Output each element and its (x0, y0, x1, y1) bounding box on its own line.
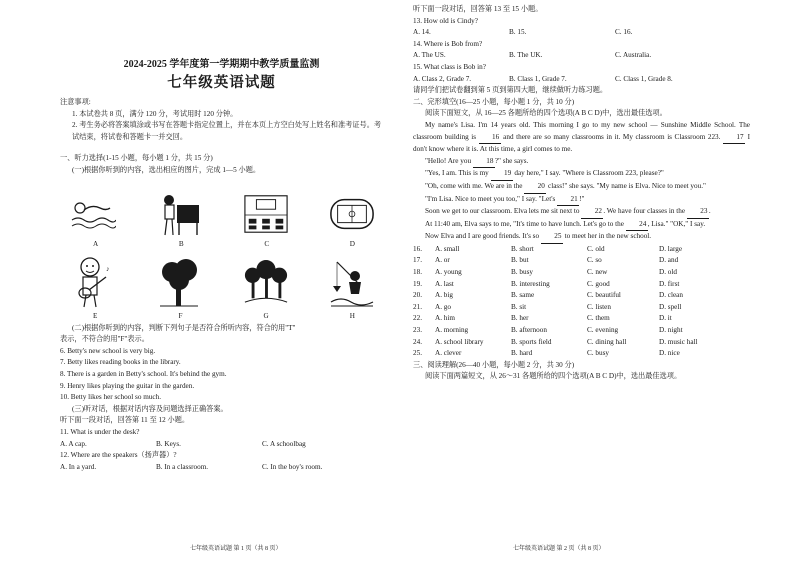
tf-item-7: 7. Betty likes reading books in the library. (60, 358, 181, 367)
question-12-options (60, 462, 383, 474)
picture-label-a: A (93, 239, 99, 248)
option: C. In the boy's room. (262, 462, 323, 471)
cloze-option-row-21: 21. A. go B. sit C. listen D. spell (413, 302, 682, 311)
question-11: 11. What is under the desk? (60, 427, 140, 436)
notice-1: 1. 本试卷共 8 页，满分 120 分，考试用时 120 分钟。 (72, 109, 238, 118)
section-2-heading: 二、完形填空(16—25 小题，每小题 1 分，共 10 分) (413, 97, 575, 106)
question-11-options (60, 439, 383, 451)
section-3-instruction: 阅读下面两篇短文，从 26～31 各题所给的四个选项(A B C D)中，选出最佳选项。 (425, 372, 682, 381)
blank-23: 23 (687, 206, 709, 219)
sports-field-icon (329, 191, 375, 237)
part-3-intro-2: 听下面一段对话，回答第 13 至 15 小题。 (413, 5, 543, 13)
option: A. 14. (413, 28, 431, 37)
picture-labels-row-2 (60, 309, 383, 323)
part-1-instruction: (一)根据你听到的内容，选出相应的图片，完成 1—5 小题。 (72, 165, 261, 174)
blank-24: 24 (626, 219, 648, 232)
option: A. A cap. (60, 439, 87, 448)
option: A. The US. (413, 51, 446, 60)
blank-17: 17 (723, 132, 745, 145)
option: C. A schoolbag (262, 439, 306, 448)
classroom-icon (243, 191, 289, 237)
picture-label-f: F (178, 311, 183, 320)
right-page (397, 0, 794, 561)
question-12: 12. Where are the speakers（扬声器）? (60, 451, 177, 460)
option: B. 15. (509, 28, 527, 37)
part-2-instruction-line2: 表示，不符合的用"F"表示。 (60, 335, 149, 344)
part-2-instruction-line1: (二)根据你听到的内容，判断下列句子是否符合所听内容，符合的用"T" (72, 323, 296, 332)
cloze-option-row-20: 20. A. big B. same C. beautiful D. clean (413, 291, 683, 300)
blank-25: 25 (541, 231, 563, 244)
option: A. In a yard. (60, 462, 97, 471)
cloze-option-row-25: 25. A. clever B. hard C. busy D. nice (413, 349, 680, 358)
option: C. 16. (615, 28, 633, 37)
picture-label-c: C (264, 239, 270, 248)
question-15-options (413, 74, 750, 86)
cloze-option-row-23: 23. A. morning B. afternoon C. evening D. night (413, 326, 683, 335)
passage-paragraph-4: "Oh, come with me. We are in the 20 class!" she says. "My name is Elva. Nice to meet you." (413, 181, 750, 194)
blank-20: 20 (524, 181, 546, 194)
question-15: 15. What class is Bob in? (413, 62, 486, 71)
passage-paragraph-8: Now Elva and I are good friends. It's so 25 to meet her in the new school. (413, 231, 750, 244)
picture-labels-row-1 (60, 237, 383, 251)
picture-row-2 (60, 251, 383, 309)
picture-label-e: E (93, 311, 98, 320)
question-13-options (413, 27, 750, 39)
cloze-option-row-16: 16. A. small B. short C. old D. large (413, 244, 683, 253)
notice-2: 2. 考生务必将答案填涂或书写在答题卡指定位置上，并在本页上方空白处写上姓名和准考证号。考试结束，将试卷和答题卡一并交回。 (72, 121, 382, 141)
picture-label-g: G (263, 311, 269, 320)
exam-header: 2024-2025 学年度第一学期期中教学质量监测 (123, 59, 320, 70)
section-2-instruction: 阅读下面短文，从 16—25 各题所给的四个选项(A B C D)中，选出最佳选项。 (425, 109, 667, 118)
cloze-options (413, 244, 750, 360)
passage-paragraph-6: Soon we get to our classroom. Elva lets me sit next to 22. We have four classes in the 23. (413, 206, 750, 219)
option: B. Class 1, Grade 7. (509, 74, 567, 83)
tf-item-8: 8. There is a garden in Betty's school. It's behind the gym. (60, 369, 227, 378)
option: B. The UK. (509, 51, 543, 60)
listening-end-note: 请同学们把试卷翻到第 5 页到第四大题，继续做听力练习题。 (413, 86, 608, 95)
blank-16: 16 (479, 132, 501, 145)
passage-paragraph-5: "I'm Lisa. Nice to meet you too," I say. "Let's 21!" (413, 194, 750, 207)
picture-label-h: H (349, 311, 355, 320)
notice-heading: 注意事项: (60, 98, 91, 106)
option: B. In a classroom. (156, 462, 209, 471)
tf-item-6: 6. Betty's new school is very big. (60, 346, 156, 355)
tf-item-10: 10. Betty likes her school so much. (60, 393, 162, 402)
question-14-options (413, 50, 750, 62)
cloze-passage (413, 120, 750, 244)
part-3-instruction: (三)听对话，根据对话内容及问题选择正确答案。 (72, 404, 228, 413)
passage-paragraph-1: My name's Lisa. I'm 14 years old. This morning I go to my new school — Sunshine Middle School. The classroom building is 16 and there are so many classrooms in it. My classroom is Classroom 223. 17 I don't know where it is. At this time, a girl comes to me. (413, 120, 750, 154)
picture-label-d: D (349, 239, 355, 248)
piano-player-icon (156, 191, 202, 237)
picture-label-b: B (178, 239, 184, 248)
cloze-option-row-17: 17. A. or B. but C. so D. and (413, 256, 679, 265)
section-1-heading: 一、听力选择(1-15 小题，每小题 1 分，共 15 分) (60, 154, 213, 163)
passage-paragraph-3: "Yes, I am. This is my 19 day here," I say. "Where is Classroom 223, please?" (413, 168, 750, 181)
picture-row-1 (60, 187, 383, 237)
passage-paragraph-7: At 11:40 am, Elva says to me, "It's time to have lunch. Let's go to the 24, Lisa." "OK," I say. (413, 219, 750, 232)
tree-icon (156, 255, 202, 309)
part-3-note: 听下面一段对话，回答第 11 至 12 小题。 (60, 416, 190, 425)
svg-text:♪: ♪ (106, 264, 110, 273)
left-page-footer: 七年级英语试题 第 1 页（共 8 页） (190, 546, 282, 552)
tf-item-9: 9. Henry likes playing the guitar in the garden. (60, 381, 195, 390)
section-3-heading: 三、阅读理解(26—40 小题，每小题 2 分，共 30 分) (413, 360, 575, 369)
blank-19: 19 (491, 168, 513, 181)
option: C. Australia. (615, 51, 652, 60)
fishing-icon (329, 255, 375, 309)
swimmer-icon (70, 191, 116, 237)
option: C. Class 1, Grade 8. (615, 74, 673, 83)
cloze-option-row-18: 18. A. young B. busy C. new D. old (413, 268, 677, 277)
cloze-option-row-24: 24. A. school library B. sports field C. dining hall D. music hall (413, 337, 698, 346)
blank-21: 21 (557, 194, 579, 207)
cloze-option-row-19: 19. A. last B. interesting C. good D. first (413, 279, 680, 288)
blank-22: 22 (581, 206, 603, 219)
option: B. Keys. (156, 439, 181, 448)
cloze-option-row-22: 22. A. him B. her C. them D. it (413, 314, 672, 323)
question-13: 13. How old is Cindy? (413, 16, 478, 25)
guitar-player-icon (70, 255, 116, 309)
garden-trees-icon (243, 255, 289, 309)
exam-title: 七年级英语试题 (167, 75, 276, 91)
right-page-footer: 七年级英语试题 第 2 页（共 8 页） (513, 546, 605, 552)
question-14: 14. Where is Bob from? (413, 39, 483, 48)
option: A. Class 2, Grade 7. (413, 74, 472, 83)
passage-paragraph-2: "Hello! Are you 18?" she says. (413, 156, 750, 169)
blank-18: 18 (473, 156, 495, 169)
